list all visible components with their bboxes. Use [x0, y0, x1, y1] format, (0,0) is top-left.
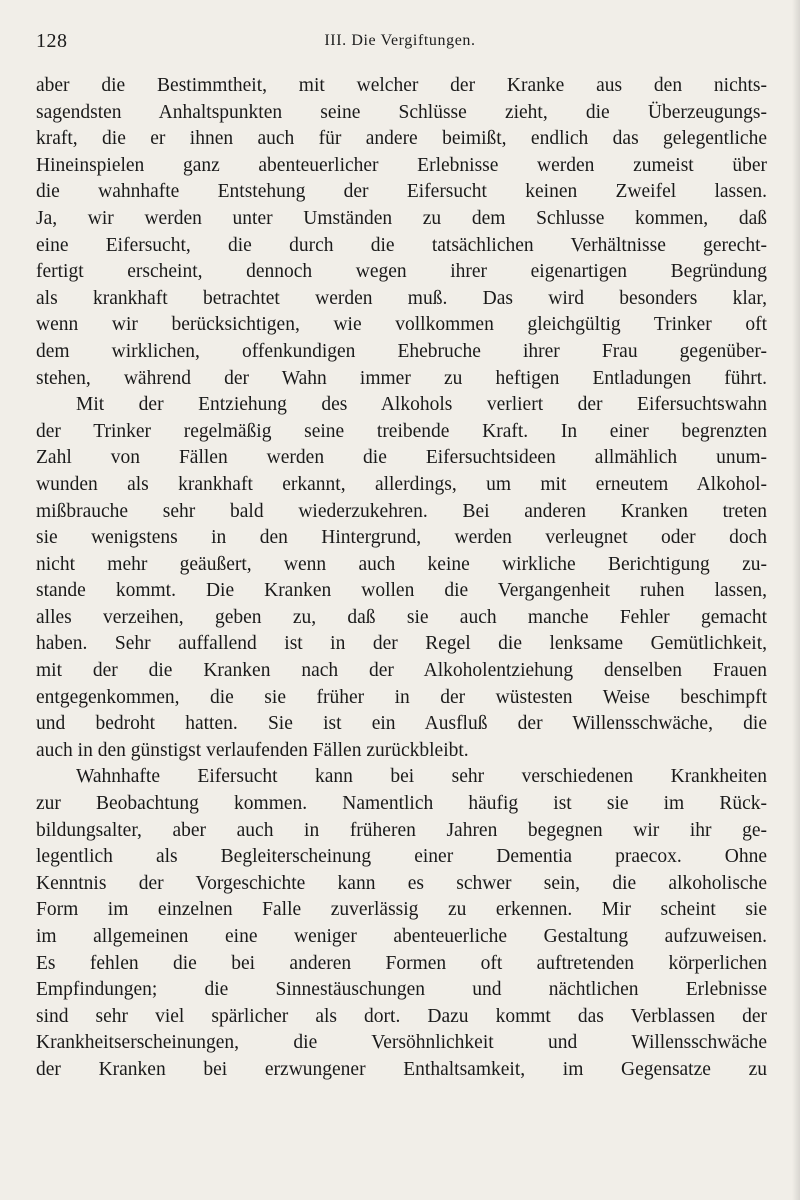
text-line: im allgemeinen eine weniger abenteuerliche Gestaltung aufzuweisen.	[36, 926, 767, 947]
paragraph-first-line: Wahnhafte Eifersucht kann bei sehr verschiedenen Krankheiten	[76, 766, 767, 788]
text-line: Form im einzelnen Falle zuverlässig zu erkennen. Mir scheint sie	[36, 899, 767, 921]
text-line: die wahnhafte Entstehung der Eifersucht keinen Zweifel lassen.	[36, 181, 767, 203]
text-line: und bedroht hatten. Sie ist ein Ausfluß der Willensschwäche, die	[36, 713, 767, 735]
text-line: mit der die Kranken nach der Alkoholentziehung denselben Frauen	[36, 660, 767, 682]
text-line: der Kranken bei erzwungener Enthaltsamkeit, im Gegensatze zu	[36, 1058, 767, 1080]
paragraph-first-line: Mit der Entziehung des Alkohols verliert der Eifersuchtswahn	[76, 394, 767, 416]
page-number: 128	[36, 30, 68, 52]
text-line: fertigt erscheint, dennoch wegen ihrer eigenartigen Begründung	[36, 261, 767, 283]
paragraph-last-line: auch in den günstigst verlaufenden Fällen zurückbleibt.	[36, 739, 469, 761]
body-text	[36, 73, 767, 1084]
text-line: bildungsalter, aber auch in früheren Jahren begegnen wir ihr ge-	[36, 819, 767, 841]
text-line: wunden als krankhaft erkannt, allerdings, um mit erneutem Alkohol-	[36, 473, 767, 495]
text-line: aber die Bestimmtheit, mit welcher der Kranke aus den nichts-	[36, 75, 767, 96]
text-line: eine Eifersucht, die durch die tatsächlichen Verhältnisse gerecht-	[36, 234, 767, 256]
text-line: Krankheitserscheinungen, die Versöhnlichkeit und Willensschwäche	[36, 1032, 767, 1054]
text-line: sie wenigstens in den Hintergrund, werden verleugnet oder doch	[36, 527, 767, 549]
text-line: dem wirklichen, offenkundigen Ehebruche ihrer Frau gegenüber-	[36, 340, 767, 362]
text-line: Ja, wir werden unter Umständen zu dem Schlusse kommen, daß	[36, 207, 767, 229]
text-line: sagendsten Anhaltspunkten seine Schlüsse zieht, die Überzeugungs-	[36, 101, 767, 123]
text-line: zur Beobachtung kommen. Namentlich häufig ist sie im Rück-	[36, 793, 767, 815]
text-line: Es fehlen die bei anderen Formen oft auftretenden körperlichen	[36, 952, 767, 974]
text-line: kraft, die er ihnen auch für andere beimißt, endlich das gelegentliche	[36, 128, 767, 150]
page-header	[36, 30, 764, 60]
text-line: der Trinker regelmäßig seine treibende Kraft. In einer begrenzten	[36, 420, 767, 442]
text-line: entgegenkommen, die sie früher in der wüstesten Weise beschimpft	[36, 686, 767, 708]
text-line: legentlich als Begleiterscheinung einer Dementia praecox. Ohne	[36, 846, 767, 868]
text-line: als krankhaft betrachtet werden muß. Das wird besonders klar,	[36, 287, 767, 309]
text-line: haben. Sehr auffallend ist in der Regel die lenksame Gemütlichkeit,	[36, 633, 767, 655]
text-line: Empfindungen; die Sinnestäuschungen und nächtlichen Erlebnisse	[36, 979, 767, 1001]
text-line: stande kommt. Die Kranken wollen die Vergangenheit ruhen lassen,	[36, 580, 767, 602]
text-line: sind sehr viel spärlicher als dort. Dazu kommt das Verblassen der	[36, 1005, 767, 1027]
text-line: Hineinspielen ganz abenteuerlicher Erlebnisse werden zumeist über	[36, 154, 767, 176]
text-line: Zahl von Fällen werden die Eifersuchtsideen allmählich unum-	[36, 447, 767, 469]
paragraph-last-line: stehen, während der Wahn immer zu heftigen Entladungen führt.	[36, 367, 767, 389]
text-line: nicht mehr geäußert, wenn auch keine wirkliche Berichtigung zu-	[36, 553, 767, 575]
text-line: Kenntnis der Vorgeschichte kann es schwer sein, die alkoholische	[36, 872, 767, 894]
running-head: III. Die Vergiftungen.	[324, 32, 476, 49]
text-line: alles verzeihen, geben zu, daß sie auch manche Fehler gemacht	[36, 606, 767, 628]
text-line: mißbrauche sehr bald wiederzukehren. Bei anderen Kranken treten	[36, 500, 767, 522]
page-edge-shadow	[792, 0, 800, 1200]
text-line: wenn wir berücksichtigen, wie vollkommen gleichgültig Trinker oft	[36, 314, 767, 336]
